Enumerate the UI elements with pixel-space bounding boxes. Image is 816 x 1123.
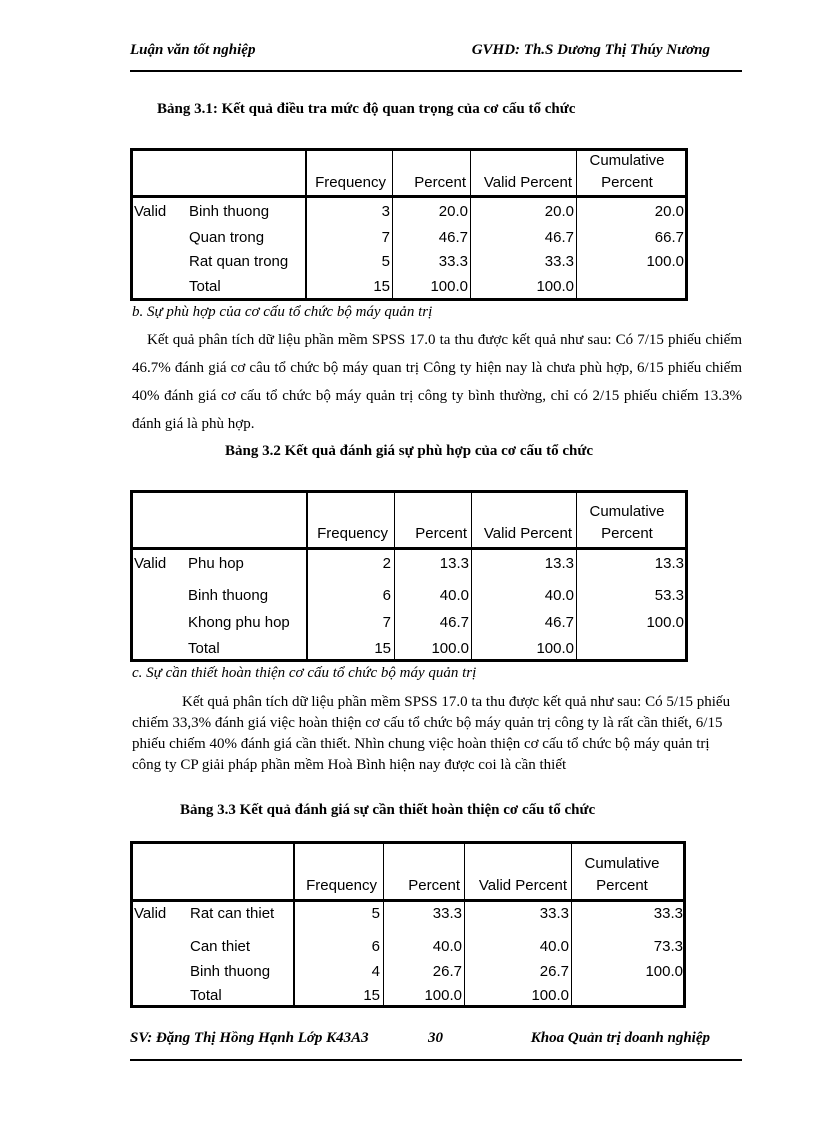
col-cumulative: Cumulative bbox=[584, 855, 660, 872]
cell-percent: 40.0 bbox=[439, 587, 469, 604]
table2-header-rule bbox=[130, 547, 688, 550]
thesis-title: Luận văn tốt nghiệp bbox=[130, 42, 256, 58]
footer-rule bbox=[130, 1059, 742, 1061]
page-header bbox=[130, 42, 742, 70]
cell-valid-percent: 26.7 bbox=[539, 963, 569, 980]
row-label: Khong phu hop bbox=[188, 614, 290, 631]
table1-header-rule bbox=[130, 195, 688, 198]
col-valid-percent: Valid Percent bbox=[483, 525, 572, 542]
cell-percent: 100.0 bbox=[430, 278, 468, 295]
cell-cumulative: 20.0 bbox=[654, 203, 684, 220]
col-cum-percent: Percent bbox=[596, 877, 648, 894]
col-cumulative: Cumulative bbox=[589, 503, 665, 520]
valid-label: Valid bbox=[134, 905, 167, 922]
col-cumulative: Cumulative bbox=[589, 152, 665, 169]
table2-divider bbox=[306, 490, 308, 662]
cell-frequency: 5 bbox=[381, 253, 390, 270]
page-footer bbox=[130, 1030, 742, 1054]
cell-percent: 13.3 bbox=[439, 555, 469, 572]
table2 bbox=[130, 490, 688, 662]
cell-frequency: 5 bbox=[371, 905, 380, 922]
cell-valid-percent: 40.0 bbox=[544, 587, 574, 604]
cell-percent: 33.3 bbox=[432, 905, 462, 922]
cell-cumulative: 73.3 bbox=[653, 938, 683, 955]
valid-label: Valid bbox=[134, 555, 167, 572]
cell-frequency: 4 bbox=[371, 963, 380, 980]
cell-frequency: 6 bbox=[371, 938, 380, 955]
cell-frequency: 3 bbox=[381, 203, 390, 220]
cell-valid-percent: 13.3 bbox=[544, 555, 574, 572]
row-label: Rat can thiet bbox=[190, 905, 275, 922]
cell-valid-percent: 20.0 bbox=[544, 203, 574, 220]
valid-label: Valid bbox=[134, 203, 167, 220]
col-percent: Percent bbox=[414, 174, 466, 191]
cell-percent: 46.7 bbox=[438, 229, 468, 246]
page-number: 30 bbox=[428, 1030, 443, 1046]
row-label: Rat quan trong bbox=[189, 253, 289, 270]
row-label: Total bbox=[190, 987, 222, 1004]
col-cum-percent: Percent bbox=[601, 525, 653, 542]
cell-frequency: 7 bbox=[381, 229, 390, 246]
row-label: Total bbox=[188, 640, 220, 657]
col-percent: Percent bbox=[415, 525, 467, 542]
cell-valid-percent: 100.0 bbox=[536, 640, 574, 657]
col-frequency: Frequency bbox=[315, 174, 386, 191]
cell-percent: 100.0 bbox=[431, 640, 469, 657]
cell-valid-percent: 33.3 bbox=[539, 905, 569, 922]
cell-percent: 26.7 bbox=[432, 963, 462, 980]
row-label: Binh thuong bbox=[190, 963, 271, 980]
table3 bbox=[130, 841, 686, 1008]
table1-caption: Bảng 3.1: Kết quả điều tra mức độ quan trọng của cơ cấu tổ chức bbox=[157, 101, 576, 117]
cell-percent: 100.0 bbox=[424, 987, 462, 1004]
table3-header-rule bbox=[130, 899, 686, 902]
cell-valid-percent: 100.0 bbox=[531, 987, 569, 1004]
table1-divider bbox=[576, 148, 577, 301]
table3-divider bbox=[293, 841, 295, 1008]
row-label: Binh thuong bbox=[188, 587, 269, 604]
row-label: Phu hop bbox=[188, 555, 244, 572]
col-valid-percent: Valid Percent bbox=[478, 877, 567, 894]
cell-frequency: 7 bbox=[382, 614, 391, 631]
cell-cumulative: 100.0 bbox=[646, 253, 684, 270]
cell-cumulative: 53.3 bbox=[654, 587, 684, 604]
cell-valid-percent: 33.3 bbox=[544, 253, 574, 270]
cell-cumulative: 13.3 bbox=[654, 555, 684, 572]
table2-divider bbox=[471, 490, 472, 662]
col-frequency: Frequency bbox=[306, 877, 377, 894]
cell-cumulative: 100.0 bbox=[645, 963, 683, 980]
cell-valid-percent: 100.0 bbox=[536, 278, 574, 295]
table2-divider bbox=[394, 490, 395, 662]
table2-caption: Bảng 3.2 Kết quả đánh giá sự phù hợp của cơ cấu tổ chức bbox=[225, 443, 594, 459]
table1 bbox=[130, 148, 688, 301]
supervisor: GVHD: Th.S Dương Thị Thúy Nương bbox=[471, 42, 710, 58]
cell-valid-percent: 46.7 bbox=[544, 614, 574, 631]
student-info: SV: Đặng Thị Hồng Hạnh Lớp K43A3 bbox=[130, 1030, 369, 1046]
cell-valid-percent: 40.0 bbox=[539, 938, 569, 955]
table3-divider bbox=[383, 841, 384, 1008]
section-b-paragraph: Kết quả phân tích dữ liệu phần mềm SPSS 17.0 ta thu được kết quả như sau: Có 7/15 phiếu chiếm 46.7% đánh giá cơ câu tổ chức bộ máy quan trị Công ty hiện nay là chưa phù hợp, 6/15 phiếu chiếm 40% đánh giá cơ cấu tổ chức bộ máy quản trị công ty bình thường, chỉ có 2/15 phiếu chiếm 13.3% đánh giá là phù hợp. bbox=[132, 332, 742, 432]
cell-percent: 40.0 bbox=[432, 938, 462, 955]
col-cum-percent: Percent bbox=[601, 174, 653, 191]
cell-frequency: 6 bbox=[382, 587, 391, 604]
cell-percent: 33.3 bbox=[438, 253, 468, 270]
cell-cumulative: 33.3 bbox=[653, 905, 683, 922]
cell-percent: 46.7 bbox=[439, 614, 469, 631]
col-frequency: Frequency bbox=[317, 525, 388, 542]
section-c-heading: c. Sự cần thiết hoàn thiện cơ cấu tổ chức bộ máy quản trị bbox=[132, 665, 477, 681]
cell-percent: 20.0 bbox=[438, 203, 468, 220]
faculty-name: Khoa Quản trị doanh nghiệp bbox=[530, 1030, 710, 1046]
cell-frequency: 15 bbox=[374, 640, 391, 657]
table3-caption: Bảng 3.3 Kết quả đánh giá sự cần thiết hoàn thiện cơ cấu tổ chức bbox=[180, 802, 596, 818]
row-label: Can thiet bbox=[190, 938, 251, 955]
row-label: Binh thuong bbox=[189, 203, 270, 220]
row-label: Quan trong bbox=[189, 229, 265, 246]
cell-frequency: 15 bbox=[363, 987, 380, 1004]
col-valid-percent: Valid Percent bbox=[483, 174, 572, 191]
table3-divider bbox=[464, 841, 465, 1008]
cell-cumulative: 66.7 bbox=[654, 229, 684, 246]
section-c-paragraph: Kết quả phân tích dữ liệu phần mềm SPSS 17.0 ta thu được kết quả như sau: Có 5/15 phiếu chiếm 33,3% đánh giá việc hoàn thiện cơ cấu tổ chức bộ máy quản trị công ty là rất cần thiết, 6/15 phiếu chiếm 40% đánh giá cần thiết. Nhìn chung việc hoàn thiện cơ cấu tổ chức bộ máy quản trị công ty CP giải pháp phần mềm Hoà Bình hiện nay được coi là cần thiết bbox=[132, 694, 731, 773]
cell-valid-percent: 46.7 bbox=[544, 229, 574, 246]
col-percent: Percent bbox=[408, 877, 460, 894]
cell-cumulative: 100.0 bbox=[646, 614, 684, 631]
row-label: Total bbox=[189, 278, 221, 295]
cell-frequency: 2 bbox=[382, 555, 391, 572]
section-b-heading: b. Sự phù hợp của cơ cấu tổ chức bộ máy quản trị bbox=[132, 304, 433, 320]
cell-frequency: 15 bbox=[373, 278, 390, 295]
header-rule bbox=[130, 70, 742, 72]
